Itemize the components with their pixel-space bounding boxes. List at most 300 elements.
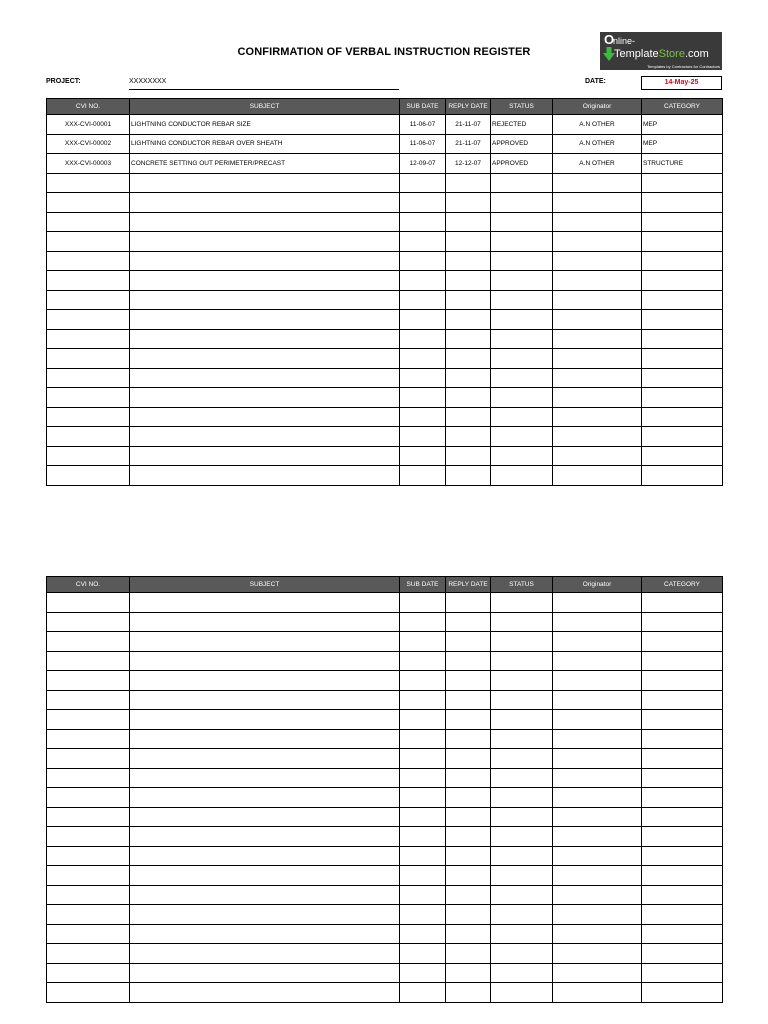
subject-cell[interactable]: [130, 368, 400, 388]
status-cell[interactable]: [491, 963, 553, 983]
cvi-no-cell[interactable]: [47, 710, 130, 730]
subject-cell[interactable]: [130, 983, 400, 1003]
cvi-no-cell[interactable]: [47, 788, 130, 808]
table-row: [47, 905, 723, 925]
table-row: [47, 446, 723, 466]
cvi-no-cell[interactable]: [47, 212, 130, 232]
subject-cell[interactable]: LIGHTNING CONDUCTOR REBAR OVER SHEATH: [130, 134, 400, 154]
online-template-store-logo: O nline- TemplateStore.com Templates by Contractors for Contractors: [600, 32, 722, 70]
category-cell[interactable]: [642, 749, 723, 769]
status-cell[interactable]: [491, 193, 553, 213]
category-cell[interactable]: [642, 446, 723, 466]
subject-cell[interactable]: [130, 466, 400, 486]
originator-cell[interactable]: [553, 690, 642, 710]
originator-cell[interactable]: [553, 290, 642, 310]
reply-date-cell[interactable]: [446, 212, 491, 232]
originator-cell[interactable]: [553, 466, 642, 486]
status-cell[interactable]: [491, 329, 553, 349]
table-row: [47, 827, 723, 847]
originator-cell[interactable]: [553, 593, 642, 613]
reply-date-cell[interactable]: [446, 407, 491, 427]
cvi-no-cell[interactable]: [47, 807, 130, 827]
reply-date-cell[interactable]: [446, 232, 491, 252]
category-cell[interactable]: [642, 612, 723, 632]
originator-cell[interactable]: [553, 193, 642, 213]
subject-cell[interactable]: [130, 690, 400, 710]
column-header-subject: SUBJECT: [130, 99, 400, 115]
status-cell[interactable]: [491, 310, 553, 330]
column-header-sub-date: SUB DATE: [400, 99, 446, 115]
table-row: [47, 866, 723, 886]
originator-cell[interactable]: [553, 710, 642, 730]
subject-cell[interactable]: [130, 290, 400, 310]
reply-date-cell[interactable]: [446, 963, 491, 983]
subject-cell[interactable]: [130, 749, 400, 769]
cvi-no-cell[interactable]: [47, 271, 130, 291]
sub-date-cell[interactable]: [400, 651, 446, 671]
subject-cell[interactable]: [130, 905, 400, 925]
reply-date-cell[interactable]: [446, 671, 491, 691]
subject-cell[interactable]: [130, 173, 400, 193]
status-cell[interactable]: [491, 866, 553, 886]
status-cell[interactable]: [491, 768, 553, 788]
subject-cell[interactable]: [130, 729, 400, 749]
status-cell[interactable]: [491, 593, 553, 613]
cvi-no-cell[interactable]: [47, 329, 130, 349]
reply-date-cell[interactable]: [446, 271, 491, 291]
cvi-no-cell[interactable]: [47, 671, 130, 691]
cvi-no-cell[interactable]: [47, 885, 130, 905]
originator-cell[interactable]: [553, 963, 642, 983]
originator-cell[interactable]: A.N OTHER: [553, 115, 642, 135]
status-cell[interactable]: [491, 251, 553, 271]
subject-cell[interactable]: [130, 924, 400, 944]
originator-cell[interactable]: [553, 271, 642, 291]
sub-date-cell[interactable]: [400, 446, 446, 466]
reply-date-cell[interactable]: [446, 924, 491, 944]
reply-date-cell[interactable]: [446, 846, 491, 866]
sub-date-cell[interactable]: [400, 193, 446, 213]
cvi-no-cell[interactable]: [47, 768, 130, 788]
category-cell[interactable]: [642, 671, 723, 691]
project-value[interactable]: XXXXXXXX: [129, 78, 167, 85]
category-cell[interactable]: MEP: [642, 134, 723, 154]
originator-cell[interactable]: [553, 310, 642, 330]
originator-cell[interactable]: [553, 212, 642, 232]
sub-date-cell[interactable]: [400, 407, 446, 427]
sub-date-cell[interactable]: [400, 593, 446, 613]
subject-cell[interactable]: [130, 232, 400, 252]
subject-cell[interactable]: [130, 866, 400, 886]
status-cell[interactable]: [491, 446, 553, 466]
cvi-no-cell[interactable]: [47, 690, 130, 710]
register-table-1: [46, 98, 723, 486]
subject-cell[interactable]: [130, 768, 400, 788]
status-cell[interactable]: [491, 212, 553, 232]
category-cell[interactable]: [642, 690, 723, 710]
sub-date-cell[interactable]: [400, 329, 446, 349]
status-cell[interactable]: REJECTED: [491, 115, 553, 135]
reply-date-cell[interactable]: [446, 983, 491, 1003]
cvi-no-cell[interactable]: [47, 729, 130, 749]
reply-date-cell[interactable]: [446, 593, 491, 613]
category-cell[interactable]: [642, 173, 723, 193]
cvi-no-cell[interactable]: [47, 944, 130, 964]
subject-cell[interactable]: [130, 329, 400, 349]
originator-cell[interactable]: [553, 768, 642, 788]
originator-cell[interactable]: [553, 729, 642, 749]
table-row: [47, 349, 723, 369]
category-cell[interactable]: [642, 427, 723, 447]
status-cell[interactable]: [491, 846, 553, 866]
status-cell[interactable]: [491, 173, 553, 193]
sub-date-cell[interactable]: [400, 232, 446, 252]
reply-date-cell[interactable]: 21-11-07: [446, 134, 491, 154]
subject-cell[interactable]: [130, 651, 400, 671]
originator-cell[interactable]: [553, 329, 642, 349]
cvi-no-cell[interactable]: [47, 388, 130, 408]
subject-cell[interactable]: [130, 251, 400, 271]
cvi-no-cell[interactable]: [47, 632, 130, 652]
cvi-no-cell[interactable]: [47, 963, 130, 983]
status-cell[interactable]: [491, 729, 553, 749]
reply-date-cell[interactable]: [446, 807, 491, 827]
originator-cell[interactable]: A.N OTHER: [553, 134, 642, 154]
status-cell[interactable]: [491, 407, 553, 427]
category-cell[interactable]: [642, 632, 723, 652]
subject-cell[interactable]: [130, 963, 400, 983]
reply-date-cell[interactable]: [446, 612, 491, 632]
category-cell[interactable]: MEP: [642, 115, 723, 135]
status-cell[interactable]: [491, 427, 553, 447]
status-cell[interactable]: [491, 349, 553, 369]
cvi-no-cell[interactable]: [47, 232, 130, 252]
originator-cell[interactable]: [553, 749, 642, 769]
cvi-no-cell[interactable]: [47, 193, 130, 213]
sub-date-cell[interactable]: 11-06-07: [400, 134, 446, 154]
category-cell[interactable]: [642, 963, 723, 983]
cvi-no-cell[interactable]: [47, 612, 130, 632]
sub-date-cell[interactable]: [400, 349, 446, 369]
subject-cell[interactable]: [130, 710, 400, 730]
sub-date-cell[interactable]: [400, 632, 446, 652]
cvi-no-cell[interactable]: [47, 983, 130, 1003]
sub-date-cell[interactable]: [400, 388, 446, 408]
cvi-no-cell[interactable]: [47, 446, 130, 466]
sub-date-cell[interactable]: [400, 807, 446, 827]
reply-date-cell[interactable]: [446, 885, 491, 905]
subject-cell[interactable]: [130, 788, 400, 808]
originator-cell[interactable]: [553, 446, 642, 466]
category-cell[interactable]: [642, 368, 723, 388]
subject-cell[interactable]: [130, 407, 400, 427]
sub-date-cell[interactable]: [400, 749, 446, 769]
cvi-no-cell[interactable]: [47, 846, 130, 866]
sub-date-cell[interactable]: [400, 729, 446, 749]
sub-date-cell[interactable]: [400, 924, 446, 944]
category-cell[interactable]: [642, 329, 723, 349]
subject-cell[interactable]: [130, 310, 400, 330]
reply-date-cell[interactable]: [446, 329, 491, 349]
category-cell[interactable]: [642, 729, 723, 749]
originator-cell[interactable]: [553, 612, 642, 632]
category-cell[interactable]: [642, 924, 723, 944]
subject-cell[interactable]: [130, 593, 400, 613]
subject-cell[interactable]: [130, 212, 400, 232]
table-row: [47, 310, 723, 330]
cvi-no-cell[interactable]: XXX-CVI-00001: [47, 115, 130, 135]
originator-cell[interactable]: [553, 983, 642, 1003]
category-cell[interactable]: [642, 310, 723, 330]
originator-cell[interactable]: [553, 349, 642, 369]
sub-date-cell[interactable]: [400, 310, 446, 330]
status-cell[interactable]: [491, 749, 553, 769]
category-cell[interactable]: [642, 251, 723, 271]
sub-date-cell[interactable]: [400, 251, 446, 271]
sub-date-cell[interactable]: [400, 885, 446, 905]
status-cell[interactable]: [491, 388, 553, 408]
subject-cell[interactable]: [130, 349, 400, 369]
originator-cell[interactable]: [553, 905, 642, 925]
cvi-no-cell[interactable]: [47, 749, 130, 769]
category-cell[interactable]: [642, 349, 723, 369]
project-label: PROJECT:: [46, 78, 81, 85]
originator-cell[interactable]: [553, 807, 642, 827]
sub-date-cell[interactable]: [400, 963, 446, 983]
cvi-no-cell[interactable]: [47, 310, 130, 330]
status-cell[interactable]: [491, 983, 553, 1003]
category-cell[interactable]: [642, 290, 723, 310]
originator-cell[interactable]: [553, 944, 642, 964]
cvi-no-cell[interactable]: [47, 827, 130, 847]
subject-cell[interactable]: [130, 427, 400, 447]
reply-date-cell[interactable]: [446, 866, 491, 886]
sub-date-cell[interactable]: [400, 846, 446, 866]
subject-cell[interactable]: [130, 827, 400, 847]
table-row: [47, 232, 723, 252]
status-cell[interactable]: [491, 710, 553, 730]
status-cell[interactable]: [491, 290, 553, 310]
cvi-no-cell[interactable]: [47, 407, 130, 427]
sub-date-cell[interactable]: [400, 944, 446, 964]
subject-cell[interactable]: [130, 388, 400, 408]
category-cell[interactable]: [642, 651, 723, 671]
originator-cell[interactable]: [553, 232, 642, 252]
sub-date-cell[interactable]: [400, 368, 446, 388]
subject-cell[interactable]: [130, 944, 400, 964]
table-row: [47, 632, 723, 652]
sub-date-cell[interactable]: [400, 983, 446, 1003]
category-cell[interactable]: [642, 807, 723, 827]
cvi-no-cell[interactable]: [47, 905, 130, 925]
category-cell[interactable]: [642, 193, 723, 213]
reply-date-cell[interactable]: [446, 944, 491, 964]
originator-cell[interactable]: [553, 251, 642, 271]
sub-date-cell[interactable]: [400, 271, 446, 291]
sub-date-cell[interactable]: [400, 427, 446, 447]
subject-cell[interactable]: CONCRETE SETTING OUT PERIMETER/PRECAST: [130, 154, 400, 174]
sub-date-cell[interactable]: [400, 827, 446, 847]
sub-date-cell[interactable]: [400, 612, 446, 632]
reply-date-cell[interactable]: [446, 768, 491, 788]
status-cell[interactable]: [491, 466, 553, 486]
subject-cell[interactable]: [130, 671, 400, 691]
reply-date-cell[interactable]: [446, 749, 491, 769]
status-cell[interactable]: APPROVED: [491, 154, 553, 174]
originator-cell[interactable]: [553, 671, 642, 691]
category-cell[interactable]: [642, 407, 723, 427]
cvi-no-cell[interactable]: XXX-CVI-00002: [47, 134, 130, 154]
originator-cell[interactable]: [553, 368, 642, 388]
category-cell[interactable]: [642, 212, 723, 232]
sub-date-cell[interactable]: [400, 466, 446, 486]
status-cell[interactable]: [491, 671, 553, 691]
reply-date-cell[interactable]: [446, 827, 491, 847]
category-cell[interactable]: [642, 232, 723, 252]
sub-date-cell[interactable]: 12-09-07: [400, 154, 446, 174]
reply-date-cell[interactable]: [446, 788, 491, 808]
category-cell[interactable]: [642, 846, 723, 866]
sub-date-cell[interactable]: [400, 173, 446, 193]
originator-cell[interactable]: [553, 924, 642, 944]
category-cell[interactable]: [642, 905, 723, 925]
sub-date-cell[interactable]: [400, 905, 446, 925]
category-cell[interactable]: [642, 983, 723, 1003]
category-cell[interactable]: [642, 788, 723, 808]
subject-cell[interactable]: [130, 271, 400, 291]
sub-date-cell[interactable]: [400, 212, 446, 232]
subject-cell[interactable]: [130, 846, 400, 866]
status-cell[interactable]: [491, 271, 553, 291]
category-cell[interactable]: STRUCTURE: [642, 154, 723, 174]
cvi-no-cell[interactable]: [47, 349, 130, 369]
status-cell[interactable]: [491, 807, 553, 827]
cvi-no-cell[interactable]: [47, 593, 130, 613]
status-cell[interactable]: [491, 944, 553, 964]
subject-cell[interactable]: [130, 632, 400, 652]
status-cell[interactable]: [491, 885, 553, 905]
status-cell[interactable]: [491, 232, 553, 252]
subject-cell[interactable]: [130, 885, 400, 905]
reply-date-cell[interactable]: [446, 651, 491, 671]
status-cell[interactable]: [491, 632, 553, 652]
status-cell[interactable]: [491, 924, 553, 944]
table-row: [47, 710, 723, 730]
table-row: [47, 593, 723, 613]
cvi-no-cell[interactable]: [47, 251, 130, 271]
originator-cell[interactable]: [553, 885, 642, 905]
status-cell[interactable]: [491, 827, 553, 847]
originator-cell[interactable]: [553, 827, 642, 847]
reply-date-cell[interactable]: 21-11-07: [446, 115, 491, 135]
reply-date-cell[interactable]: [446, 290, 491, 310]
reply-date-cell[interactable]: [446, 729, 491, 749]
date-field[interactable]: 14-May-25: [641, 76, 722, 90]
category-cell[interactable]: [642, 768, 723, 788]
reply-date-cell[interactable]: [446, 905, 491, 925]
table-row: [47, 671, 723, 691]
sub-date-cell[interactable]: 11-06-07: [400, 115, 446, 135]
status-cell[interactable]: [491, 690, 553, 710]
reply-date-cell[interactable]: [446, 710, 491, 730]
cvi-no-cell[interactable]: [47, 651, 130, 671]
sub-date-cell[interactable]: [400, 710, 446, 730]
reply-date-cell[interactable]: [446, 632, 491, 652]
originator-cell[interactable]: A.N OTHER: [553, 154, 642, 174]
category-cell[interactable]: [642, 271, 723, 291]
originator-cell[interactable]: [553, 651, 642, 671]
category-cell[interactable]: [642, 388, 723, 408]
originator-cell[interactable]: [553, 427, 642, 447]
reply-date-cell[interactable]: [446, 427, 491, 447]
reply-date-cell[interactable]: [446, 466, 491, 486]
sub-date-cell[interactable]: [400, 788, 446, 808]
category-cell[interactable]: [642, 885, 723, 905]
cvi-no-cell[interactable]: XXX-CVI-00003: [47, 154, 130, 174]
status-cell[interactable]: [491, 905, 553, 925]
reply-date-cell[interactable]: [446, 446, 491, 466]
originator-cell[interactable]: [553, 846, 642, 866]
sub-date-cell[interactable]: [400, 671, 446, 691]
subject-cell[interactable]: LIGHTNING CONDUCTOR REBAR SIZE: [130, 115, 400, 135]
category-cell[interactable]: [642, 710, 723, 730]
sub-date-cell[interactable]: [400, 866, 446, 886]
reply-date-cell[interactable]: [446, 690, 491, 710]
status-cell[interactable]: [491, 368, 553, 388]
status-cell[interactable]: [491, 788, 553, 808]
subject-cell[interactable]: [130, 612, 400, 632]
category-cell[interactable]: [642, 944, 723, 964]
cvi-no-cell[interactable]: [47, 466, 130, 486]
status-cell[interactable]: [491, 651, 553, 671]
column-header-cvi-no: CVI NO.: [47, 99, 130, 115]
cvi-no-cell[interactable]: [47, 866, 130, 886]
cvi-no-cell[interactable]: [47, 368, 130, 388]
originator-cell[interactable]: [553, 632, 642, 652]
cvi-no-cell[interactable]: [47, 924, 130, 944]
category-cell[interactable]: [642, 593, 723, 613]
category-cell[interactable]: [642, 827, 723, 847]
reply-date-cell[interactable]: [446, 310, 491, 330]
reply-date-cell[interactable]: [446, 349, 491, 369]
reply-date-cell[interactable]: [446, 173, 491, 193]
originator-cell[interactable]: [553, 407, 642, 427]
category-cell[interactable]: [642, 866, 723, 886]
status-cell[interactable]: [491, 612, 553, 632]
reply-date-cell[interactable]: [446, 388, 491, 408]
status-cell[interactable]: APPROVED: [491, 134, 553, 154]
subject-cell[interactable]: [130, 193, 400, 213]
cvi-no-cell[interactable]: [47, 427, 130, 447]
sub-date-cell[interactable]: [400, 768, 446, 788]
cvi-no-cell[interactable]: [47, 290, 130, 310]
category-cell[interactable]: [642, 466, 723, 486]
sub-date-cell[interactable]: [400, 690, 446, 710]
cvi-no-cell[interactable]: [47, 173, 130, 193]
reply-date-cell[interactable]: [446, 193, 491, 213]
originator-cell[interactable]: [553, 388, 642, 408]
subject-cell[interactable]: [130, 446, 400, 466]
originator-cell[interactable]: [553, 788, 642, 808]
originator-cell[interactable]: [553, 866, 642, 886]
sub-date-cell[interactable]: [400, 290, 446, 310]
originator-cell[interactable]: [553, 173, 642, 193]
reply-date-cell[interactable]: [446, 368, 491, 388]
reply-date-cell[interactable]: [446, 251, 491, 271]
subject-cell[interactable]: [130, 807, 400, 827]
table-header-row: [47, 577, 723, 593]
reply-date-cell[interactable]: 12-12-07: [446, 154, 491, 174]
